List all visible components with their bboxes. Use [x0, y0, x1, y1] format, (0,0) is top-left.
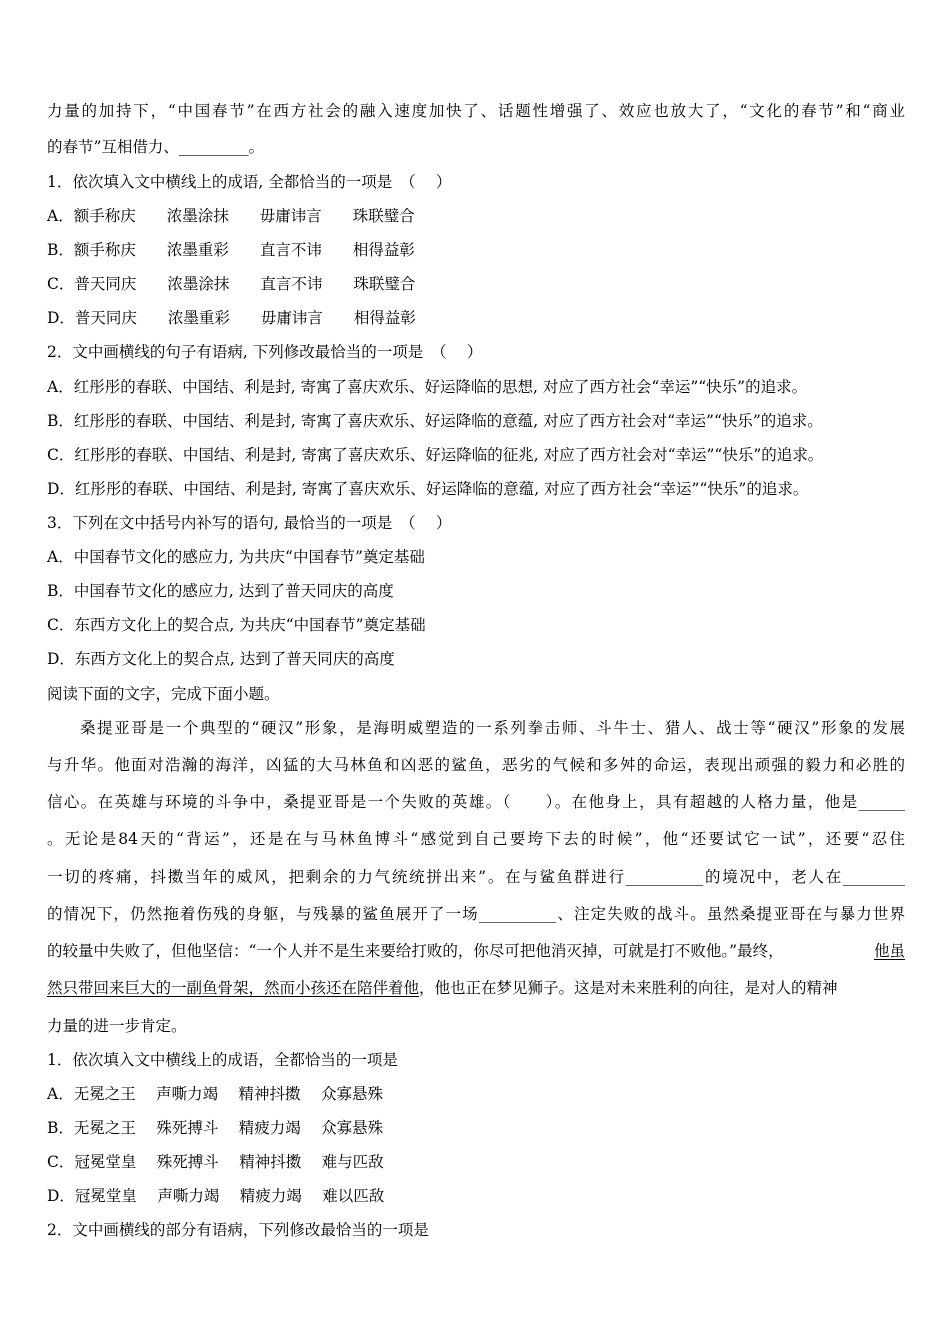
option-b: B．红彤彤的春联、中国结、利是封, 寄寓了喜庆欢乐、好运降临的意蕴, 对应了西方社会对“幸运”“快乐”的追求。 — [47, 412, 823, 430]
option-b: B．中国春节文化的感应力, 达到了普天同庆的高度 — [47, 582, 394, 600]
question-stem: 1．依次填入文中横线上的成语, 全都恰当的一项是 （ ） — [47, 173, 452, 191]
underlined-sentence: 然只带回来巨大的一副鱼骨架，然而小孩还在陪伴着他 — [47, 979, 420, 997]
option-d: D．红彤彤的春联、中国结、利是封, 寄寓了喜庆欢乐、好运降临的意蕴, 对应了西方社会“幸运”“快乐”的追求。 — [47, 480, 809, 498]
option-c: C．冠冕堂皇 殊死搏斗 精神抖擞 难与匹敌 — [47, 1153, 384, 1171]
passage-line: 力量的进一步肯定。 — [47, 1017, 187, 1035]
passage-line: 的情况下，仍然拖着伤残的身躯，与残暴的鲨鱼展开了一场__________、注定失败的战斗。虽然桑提亚哥在与暴力世界 — [47, 905, 905, 923]
option-d: D．冠冕堂皇 声嘶力竭 精疲力竭 难以匹敌 — [47, 1187, 385, 1205]
option-a: A．无冕之王 声嘶力竭 精神抖擞 众寡悬殊 — [47, 1085, 383, 1103]
option-c: C．东西方文化上的契合点, 为共庆“中国春节”奠定基础 — [47, 616, 426, 634]
option-b: B．额手称庆 浓墨重彩 直言不讳 相得益彰 — [47, 241, 415, 259]
option-d: D．东西方文化上的契合点, 达到了普天同庆的高度 — [47, 650, 395, 668]
reading-instruction: 阅读下面的文字，完成下面小题。 — [47, 685, 280, 703]
passage-line: 与升华。他面对浩瀚的海洋，凶猛的大马林鱼和凶恶的鲨鱼，恶劣的气候和多舛的命运，表现出顽强的毅力和必胜的 — [47, 756, 905, 774]
question-stem: 1．依次填入文中横线上的成语，全都恰当的一项是 — [47, 1051, 398, 1069]
option-d: D．普天同庆 浓墨重彩 毋庸讳言 相得益彰 — [47, 309, 416, 327]
passage-text: 的较量中失败了，但他坚信：“一个人并不是生来要给打败的，你尽可把他消灭掉，可就是打不败他。”最终， — [47, 942, 784, 960]
passage-line: 信心。在英雄与环境的斗争中，桑提亚哥是一个失败的英雄。（ ）。在他身上，具有超越的人格力量，他是______ — [47, 793, 905, 811]
option-c: C．普天同庆 浓墨涂抹 直言不讳 珠联璧合 — [47, 275, 416, 293]
passage-line: 的春节”互相借力、_________。 — [47, 138, 265, 156]
question-stem: 2．文中画横线的句子有语病, 下列修改最恰当的一项是 （ ） — [47, 343, 483, 361]
option-a: A．红彤彤的春联、中国结、利是封, 寄寓了喜庆欢乐、好运降临的思想, 对应了西方社会“幸运”“快乐”的追求。 — [47, 378, 808, 396]
underlined-sentence: 他虽 — [873, 942, 905, 960]
question-stem: 3．下列在文中括号内补写的语句, 最恰当的一项是 （ ） — [47, 514, 452, 532]
option-b: B．无冕之王 殊死搏斗 精疲力竭 众寡悬殊 — [47, 1119, 384, 1137]
passage-line — [47, 941, 905, 961]
passage-line: 桑提亚哥是一个典型的“硬汉”形象，是海明威塑造的一系列拳击师、斗牛士、猎人、战士等“硬汉”形象的发展 — [80, 719, 905, 737]
passage-text: ，他也正在梦见狮子。这是对未来胜利的向往，是对人的精神 — [419, 979, 838, 997]
option-a: A．中国春节文化的感应力, 为共庆“中国春节”奠定基础 — [47, 548, 425, 566]
option-a: A．额手称庆 浓墨涂抹 毋庸讳言 珠联璧合 — [47, 207, 415, 225]
question-stem: 2．文中画横线的部分有语病，下列修改最恰当的一项是 — [47, 1221, 429, 1239]
passage-line: 。无论是84天的“背运”，还是在与马林鱼博斗“感觉到自己要垮下去的时候”，他“还要试它一试”，还要“忍住 — [47, 830, 905, 848]
passage-line: 一切的疼痛，抖擞当年的威风，把剩余的力气统统拼出来”。在与鲨鱼群进行__________的境况中，老人在________ — [47, 868, 905, 886]
passage-line: 力量的加持下，“中国春节”在西方社会的融入速度加快了、话题性增强了、效应也放大了，“文化的春节”和“商业 — [47, 102, 905, 120]
option-c: C．红彤彤的春联、中国结、利是封, 寄寓了喜庆欢乐、好运降临的征兆, 对应了西方社会对“幸运”“快乐”的追求。 — [47, 446, 824, 464]
passage-line — [47, 978, 905, 998]
